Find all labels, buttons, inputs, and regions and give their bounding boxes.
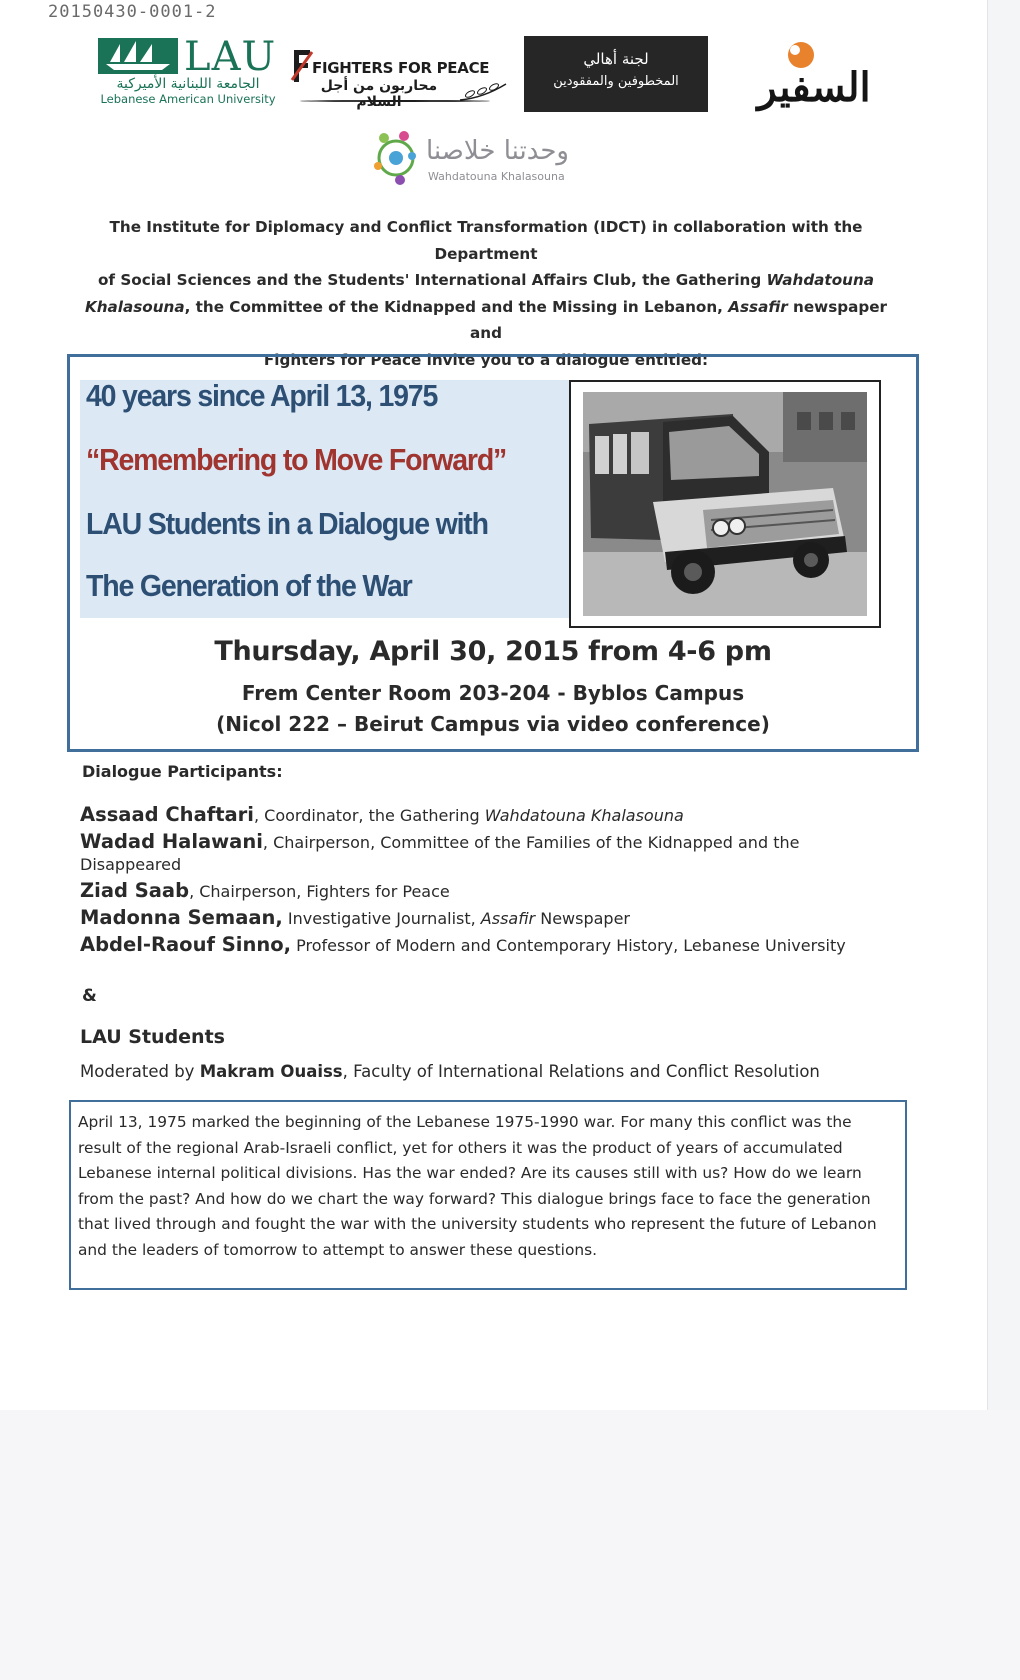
scan-edge <box>987 0 1020 1410</box>
intro-line-3: , the Committee of the Kidnapped and the Missing in Lebanon, <box>184 297 729 316</box>
intro-paragraph <box>82 214 890 373</box>
assafir-logo <box>734 36 894 112</box>
participant-item <box>80 804 860 827</box>
ampersand: & <box>82 986 97 1006</box>
intro-line-2: of Social Sciences and the Students' International Affairs Club, the Gathering <box>98 271 767 289</box>
participant-role: Chairperson, Fighters for Peace <box>199 882 450 901</box>
wahdatouna-khalasouna-logo <box>370 124 600 194</box>
lau-students: LAU Students <box>80 1026 225 1048</box>
participant-role: Chairperson, Committee of the Families of the Kidnapped and the Disappeared <box>80 833 800 874</box>
lau-logo <box>98 34 278 108</box>
participant-item <box>80 934 860 957</box>
moderator-line <box>80 1062 900 1081</box>
participant-separator: , <box>189 882 200 901</box>
lau-arabic-name: الجامعة اللبنانية الأميركية <box>116 76 260 92</box>
participant-role-tail: Newspaper <box>535 909 630 928</box>
participant-item <box>80 831 860 876</box>
participant-item <box>80 880 860 903</box>
intro-line-4: Fighters for Peace invite you to a dialogue entitled: <box>263 350 709 369</box>
archive-id: 20150430-0001-2 <box>48 2 217 22</box>
lau-ship-icon <box>98 38 178 74</box>
title-line-slogan: “Remembering to Move Forward” <box>86 442 507 477</box>
title-line-generation: The Generation of the War <box>86 568 412 603</box>
assafir-wordmark: السفير <box>757 64 871 111</box>
participant-name: Wadad Halawani <box>80 830 263 853</box>
participant-role: Coordinator, the Gathering <box>264 806 485 825</box>
ffp-title: FIGHTERS FOR PEACE <box>312 59 490 77</box>
committee-kidnapped-missing-logo <box>524 36 708 112</box>
participants-heading: Dialogue Participants: <box>82 762 283 781</box>
participant-role: Professor of Modern and Contemporary History, Lebanese University <box>296 936 846 955</box>
participant-role-italic: Assafir <box>480 909 536 928</box>
committee-name-line1: لجنة أهالي <box>583 50 649 68</box>
event-room: Frem Center Room 203-204 - Byblos Campus <box>241 681 745 705</box>
lau-english-name: Lebanese American University <box>100 92 276 106</box>
participant-role-italic: Wahdatouna Khalasouna <box>484 806 684 825</box>
intro-line-3-tail: newspaper and <box>470 297 888 342</box>
intro-wahdatouna: Wahdatouna <box>766 271 874 289</box>
wahdatouna-english-name: Wahdatouna Khalasouna <box>428 170 565 183</box>
participant-role: Investigative Journalist, <box>287 909 481 928</box>
bus-photo <box>569 380 881 628</box>
ffp-arabic-name: محاربون من أجل السلام <box>320 78 438 110</box>
intro-line-1: The Institute for Diplomacy and Conflict Transformation (IDCT) in collaboration with the Department <box>109 218 863 263</box>
moderator-name: Makram Ouaiss <box>199 1062 343 1081</box>
ffp-underline <box>300 100 490 102</box>
wahdatouna-circle-icon <box>370 126 420 188</box>
scan-background <box>0 1410 1020 1680</box>
title-line-anniversary: 40 years since April 13, 1975 <box>86 378 438 413</box>
participant-separator: , <box>262 833 274 852</box>
moderator-affiliation: , Faculty of International Relations and Conflict Resolution <box>342 1062 820 1081</box>
bus-image <box>583 392 867 616</box>
participant-name: Abdel-Raouf Sinno, <box>80 933 292 956</box>
wahdatouna-arabic-name: وحدتنا خلاصنا <box>426 136 569 166</box>
participants-list <box>80 804 860 961</box>
title-line-dialogue: LAU Students in a Dialogue with <box>86 506 488 541</box>
intro-assafir: Assafir <box>728 297 788 316</box>
intro-khalasouna: Khalasouna <box>84 297 185 316</box>
participant-item <box>80 907 860 930</box>
participant-name: Assaad Chaftari <box>80 803 254 826</box>
lau-wordmark: LAU <box>184 34 277 80</box>
description-text: April 13, 1975 marked the beginning of the Lebanese 1975-1990 war. For many this conflict was the result of the regional Arab-Israeli conflict, yet for others it was the product of years of accumulated Lebanese internal political divisions. Has the war ended? Are its causes still with us? How do we learn from the past? And how do we chart the way forward? This dialogue brings face to face the generation that lived through and fought the war with the university students who represent the future of Lebanon and the leaders of tomorrow to attempt to answer these questions. <box>78 1113 877 1259</box>
event-date: Thursday, April 30, 2015 from 4-6 pm <box>214 636 772 667</box>
participant-name: Madonna Semaan, <box>80 906 283 929</box>
event-remote-location: (Nicol 222 – Beirut Campus via video conference) <box>216 712 770 736</box>
participant-name: Ziad Saab <box>80 879 190 902</box>
participant-separator: , <box>254 806 265 825</box>
moderator-prefix: Moderated by <box>80 1062 200 1081</box>
fighters-for-peace-logo <box>290 44 512 110</box>
committee-name-line2: المخطوفين والمفقودين <box>553 74 679 89</box>
